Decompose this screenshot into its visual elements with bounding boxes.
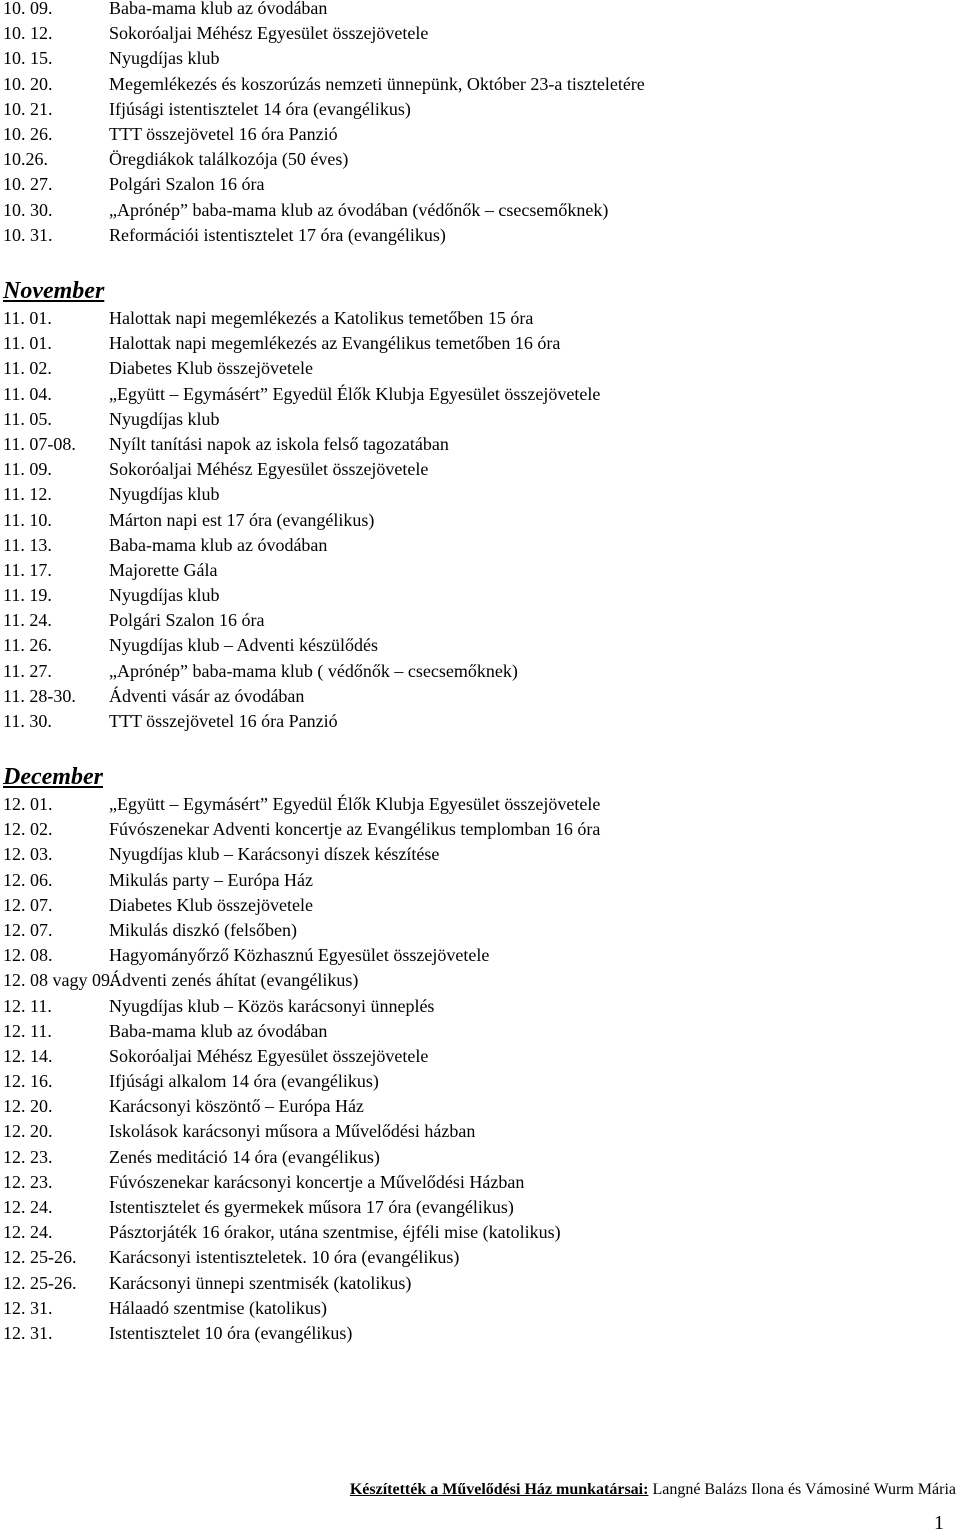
event-date: 12. 23. (3, 1171, 53, 1192)
event-date: 11. 12. (3, 484, 52, 505)
event-row (3, 659, 953, 684)
event-description: TTT összejövetel 16 óra Panzió (109, 123, 338, 144)
event-row (3, 0, 953, 21)
event-row (3, 172, 953, 197)
event-description: Nyugdíjas klub (109, 585, 220, 606)
event-date: 12. 20. (3, 1121, 53, 1142)
event-date: 12. 31. (3, 1322, 53, 1343)
event-row (3, 1145, 953, 1170)
event-date: 12. 06. (3, 869, 53, 890)
event-description: Márton napi est 17 óra (evangélikus) (109, 509, 375, 530)
event-row (3, 407, 953, 432)
event-date: 12. 16. (3, 1071, 53, 1092)
event-date: 11. 26. (3, 635, 52, 656)
event-row (3, 306, 953, 331)
event-row (3, 72, 953, 97)
event-description: Majorette Gála (109, 559, 218, 580)
footer-label: Készítették a Művelődési Ház munkatársai: (349, 1481, 649, 1498)
event-description: Ádventi zenés áhítat (evangélikus) (109, 970, 359, 991)
event-row (3, 1220, 953, 1245)
footer-credits (350, 1479, 956, 1501)
event-description: Nyugdíjas klub (109, 484, 220, 505)
event-description: Karácsonyi köszöntő – Európa Ház (109, 1096, 364, 1117)
event-description: Megemlékezés és koszorúzás nemzeti ünnepünk, Október 23-a tiszteletére (109, 73, 645, 94)
event-row (3, 943, 953, 968)
event-description: Diabetes Klub összejövetele (109, 894, 313, 915)
event-row (3, 147, 953, 172)
event-row (3, 1094, 953, 1119)
event-row (3, 1069, 953, 1094)
event-row (3, 1296, 953, 1321)
event-date: 12. 25-26. (3, 1247, 77, 1268)
event-date: 12. 25-26. (3, 1272, 77, 1293)
event-date: 11. 10. (3, 509, 52, 530)
event-row (3, 198, 953, 223)
event-date: 10. 12. (3, 23, 53, 44)
event-date: 12. 08 vagy 09. (3, 970, 115, 991)
event-row (3, 918, 953, 943)
event-description: Baba-mama klub az óvodában (109, 1020, 328, 1041)
event-description: Öregdiákok találkozója (50 éves) (109, 149, 349, 170)
event-date: 11. 09. (3, 459, 52, 480)
event-description: Nyugdíjas klub – Közös karácsonyi ünneplés (109, 995, 435, 1016)
event-row (3, 482, 953, 507)
event-date: 12. 07. (3, 894, 53, 915)
event-description: Karácsonyi istentiszteletek. 10 óra (evangélikus) (109, 1247, 460, 1268)
event-description: Ádventi vásár az óvodában (109, 685, 305, 706)
event-date: 10.26. (3, 149, 48, 170)
event-description: TTT összejövetel 16 óra Panzió (109, 711, 338, 731)
event-date: 11. 01. (3, 308, 52, 328)
event-row (3, 46, 953, 71)
event-description: Mikulás party – Európa Ház (109, 869, 313, 890)
event-date: 11. 07-08. (3, 433, 76, 454)
event-row (3, 432, 953, 457)
event-date: 12. 14. (3, 1045, 53, 1066)
event-description: Fúvószenekar karácsonyi koncertje a Művelődési Házban (109, 1171, 525, 1192)
event-description: Istentisztelet 10 óra (evangélikus) (109, 1322, 353, 1343)
event-date: 10. 20. (3, 73, 53, 94)
event-date: 12. 24. (3, 1197, 53, 1217)
event-description: Ifjúsági istentisztelet 14 óra (evangélikus) (109, 98, 411, 119)
event-date: 11. 13. (3, 534, 52, 555)
event-date: 11. 01. (3, 333, 52, 354)
event-date: 12. 11. (3, 1020, 52, 1041)
page-number: 1 (934, 1512, 944, 1534)
event-row (3, 1271, 953, 1296)
event-row (3, 223, 953, 248)
event-description: Polgári Szalon 16 óra (109, 174, 265, 195)
event-date: 12. 02. (3, 819, 53, 840)
event-row (3, 457, 953, 482)
november-event-list (3, 306, 953, 734)
event-row (3, 1044, 953, 1069)
event-date: 12. 20. (3, 1096, 53, 1117)
event-row (3, 1019, 953, 1044)
event-row (3, 1321, 953, 1346)
event-row (3, 122, 953, 147)
december-event-list (3, 792, 953, 1346)
event-description: Nyugdíjas klub (109, 48, 220, 69)
event-description: „Aprónép” baba-mama klub ( védőnők – csecsemőknek) (109, 660, 518, 681)
event-date: 11. 02. (3, 358, 52, 379)
event-date: 10. 30. (3, 199, 53, 220)
event-date: 12. 24. (3, 1222, 53, 1243)
event-date: 10. 15. (3, 48, 53, 69)
event-date: 12. 31. (3, 1297, 53, 1318)
event-row (3, 21, 953, 46)
event-row (3, 97, 953, 122)
event-row (3, 356, 953, 381)
event-row (3, 792, 953, 817)
event-date: 10. 27. (3, 174, 53, 195)
event-description: Baba-mama klub az óvodában (109, 0, 328, 18)
december-heading: December (3, 764, 103, 790)
event-description: Karácsonyi ünnepi szentmisék (katolikus) (109, 1272, 412, 1293)
event-description: Polgári Szalon 16 óra (109, 610, 265, 631)
event-description: Nyugdíjas klub (109, 408, 220, 429)
event-description: Halottak napi megemlékezés a Katolikus temetőben 15 óra (109, 308, 534, 328)
event-date: 10. 31. (3, 224, 53, 245)
event-date: 10. 09. (3, 0, 53, 18)
event-row (3, 1195, 953, 1220)
event-date: 12. 07. (3, 919, 53, 940)
event-description: Pásztorjáték 16 órakor, utána szentmise, éjféli mise (katolikus) (109, 1222, 561, 1243)
november-heading: November (3, 278, 105, 304)
event-date: 12. 23. (3, 1146, 53, 1167)
event-description: Sokoróaljai Méhész Egyesület összejövetele (109, 459, 429, 480)
event-row (3, 968, 953, 993)
event-date: 10. 26. (3, 123, 53, 144)
event-description: Diabetes Klub összejövetele (109, 358, 313, 379)
event-description: Reformációi istentisztelet 17 óra (evangélikus) (109, 224, 446, 245)
event-row (3, 1119, 953, 1144)
event-row (3, 709, 953, 734)
event-row (3, 994, 953, 1019)
event-date: 11. 27. (3, 660, 52, 681)
event-description: Halottak napi megemlékezés az Evangélikus temetőben 16 óra (109, 333, 561, 354)
event-date: 11. 17. (3, 559, 52, 580)
event-description: Nyílt tanítási napok az iskola felső tagozatában (109, 433, 449, 454)
event-date: 10. 21. (3, 98, 53, 119)
event-date: 12. 03. (3, 844, 53, 865)
event-description: Hálaadó szentmise (katolikus) (109, 1297, 327, 1318)
event-description: Mikulás diszkó (felsőben) (109, 919, 297, 940)
event-date: 12. 11. (3, 995, 52, 1016)
event-row (3, 331, 953, 356)
event-description: Baba-mama klub az óvodában (109, 534, 328, 555)
event-row (3, 1170, 953, 1195)
event-description: Zenés meditáció 14 óra (evangélikus) (109, 1146, 380, 1167)
event-description: „Együtt – Egymásért” Egyedül Élők Klubja Egyesület összejövetele (109, 383, 601, 404)
event-description: Ifjúsági alkalom 14 óra (evangélikus) (109, 1071, 379, 1092)
event-row (3, 633, 953, 658)
event-date: 11. 24. (3, 610, 52, 631)
event-description: Hagyományőrző Közhasznú Egyesület összejövetele (109, 945, 490, 966)
event-row (3, 508, 953, 533)
event-description: Nyugdíjas klub – Karácsonyi díszek készítése (109, 844, 440, 865)
event-description: Iskolások karácsonyi műsora a Művelődési házban (109, 1121, 476, 1142)
event-description: Fúvószenekar Adventi koncertje az Evangélikus templomban 16 óra (109, 819, 601, 840)
event-description: „Együtt – Egymásért” Egyedül Élők Klubja Egyesület összejövetele (109, 794, 601, 814)
event-date: 11. 04. (3, 383, 52, 404)
event-description: Sokoróaljai Méhész Egyesület összejövetele (109, 1045, 429, 1066)
event-row (3, 583, 953, 608)
event-date: 12. 01. (3, 794, 53, 814)
event-row (3, 684, 953, 709)
event-date: 11. 05. (3, 408, 52, 429)
event-row (3, 1245, 953, 1270)
footer-names: Langné Balázs Ilona és Vámosiné Wurm Mária (648, 1481, 956, 1498)
event-row (3, 382, 953, 407)
event-row (3, 533, 953, 558)
event-row (3, 893, 953, 918)
event-row (3, 608, 953, 633)
event-row (3, 868, 953, 893)
event-description: Sokoróaljai Méhész Egyesület összejövetele (109, 23, 429, 44)
event-date: 12. 08. (3, 945, 53, 966)
event-description: „Aprónép” baba-mama klub az óvodában (védőnők – csecsemőknek) (109, 199, 609, 220)
event-date: 11. 28-30. (3, 685, 76, 706)
event-date: 11. 30. (3, 711, 52, 731)
event-date: 11. 19. (3, 585, 52, 606)
event-description: Nyugdíjas klub – Adventi készülődés (109, 635, 378, 656)
october-event-list (3, 0, 953, 248)
event-description: Istentisztelet és gyermekek műsora 17 óra (evangélikus) (109, 1197, 514, 1217)
event-row (3, 558, 953, 583)
event-row (3, 842, 953, 867)
event-row (3, 817, 953, 842)
